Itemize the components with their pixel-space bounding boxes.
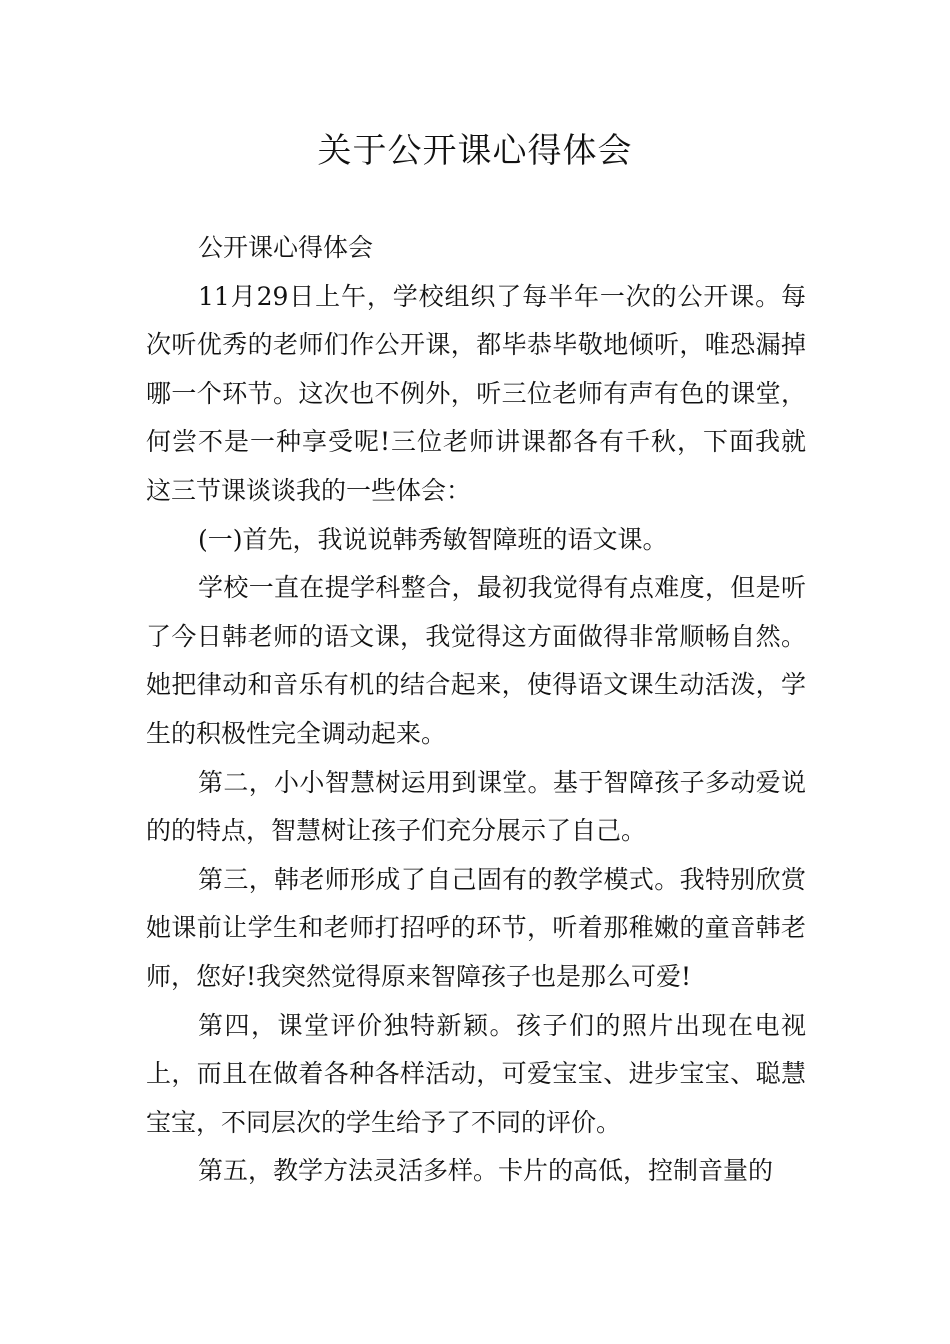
paragraph-point-first: 学校一直在提学科整合，最初我觉得有点难度，但是听了今日韩老师的语文课，我觉得这方面做得非常顺畅自然。她把律动和音乐有机的结合起来，使得语文课生动活泼，学生的积极性完全调动起来。: [146, 573, 806, 748]
paragraph-intro: 11月29日上午，学校组织了每半年一次的公开课。每次听优秀的老师们作公开课，都毕恭毕敬地倾听，唯恐漏掉哪一个环节。这次也不例外，听三位老师有声有色的课堂，何尝不是一种享受呢!三位老师讲课都各有千秋，下面我就这三节课谈谈我的一些体会：: [146, 281, 806, 505]
paragraph-section-one: (一)首先，我说说韩秀敏智障班的语文课。: [198, 524, 668, 554]
paragraph-point-second: 第二，小小智慧树运用到课堂。基于智障孩子多动爱说的的特点，智慧树让孩子们充分展示了自己。: [146, 767, 806, 846]
document-title: 关于公开课心得体会: [317, 131, 633, 171]
document-body: [146, 224, 806, 1196]
paragraph-point-fifth: 第五，教学方法灵活多样。卡片的高低，控制音量的: [198, 1156, 774, 1186]
paragraph-subtitle: 公开课心得体会: [198, 233, 374, 262]
paragraph-point-third: 第三，韩老师形成了自己固有的教学模式。我特别欣赏她课前让学生和老师打招呼的环节，听着那稚嫩的童音韩老师，您好!我突然觉得原来智障孩子也是那么可爱!: [146, 864, 806, 991]
paragraph-point-fourth: 第四，课堂评价独特新颖。孩子们的照片出现在电视上，而且在做着各种各样活动，可爱宝宝、进步宝宝、聪慧宝宝，不同层次的学生给予了不同的评价。: [146, 1010, 806, 1137]
